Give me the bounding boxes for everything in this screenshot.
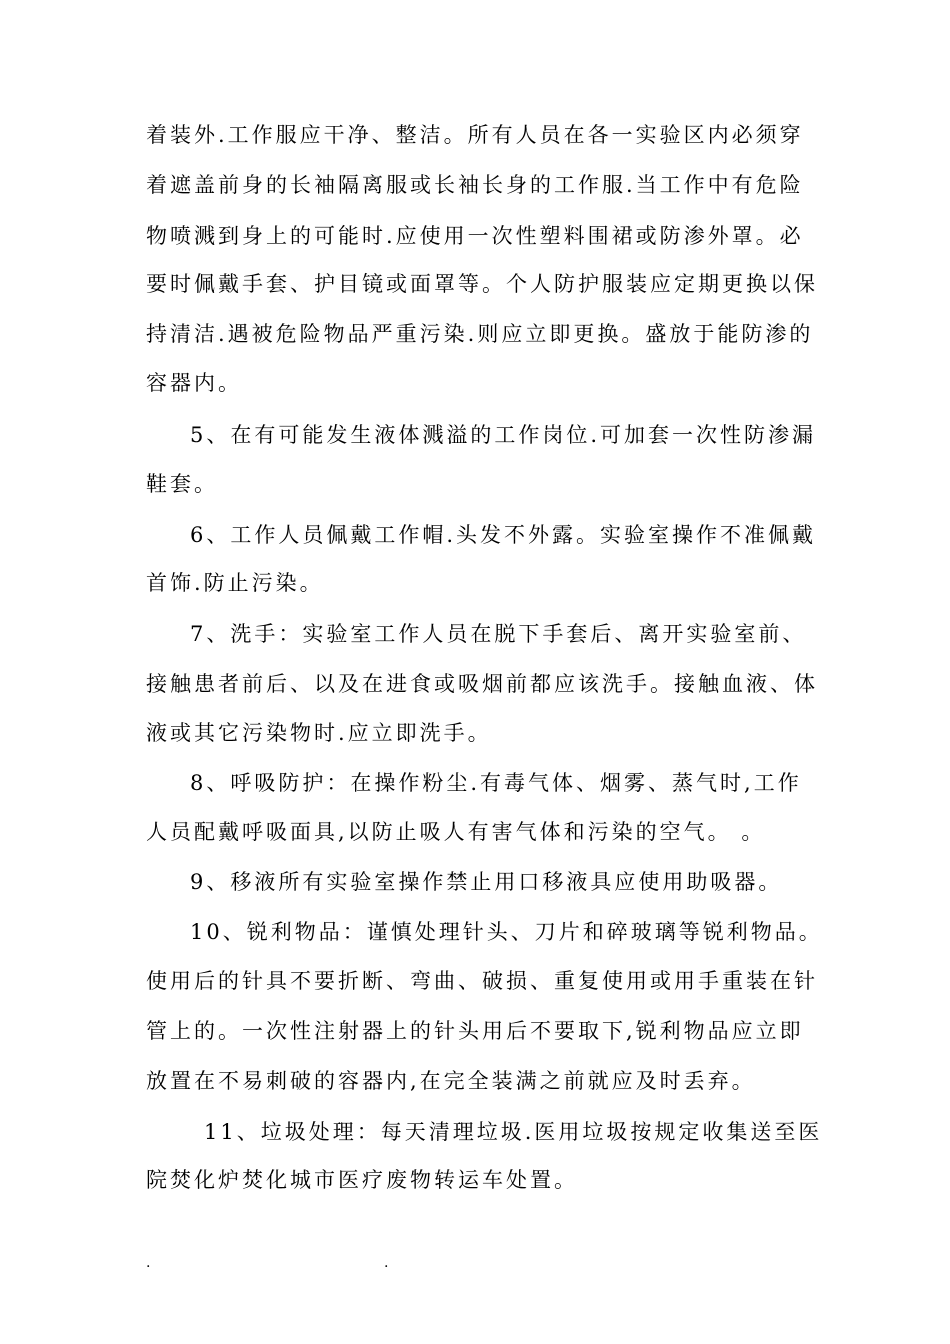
text-line: 首饰.防止污染。 <box>146 571 324 595</box>
paragraph-5-start: 5、在有可能发生液体溅溢的工作岗位.可加套一次性防渗漏 <box>190 423 817 447</box>
text-line: 鞋套。 <box>146 472 218 496</box>
paragraph-11-start: 11、垃圾处理：每天清理垃圾.医用垃圾按规定收集送至医 <box>204 1120 823 1144</box>
footer-mark: . <box>146 1255 151 1271</box>
text-line: 接触患者前后、以及在进食或吸烟前都应该洗手。接触血液、体 <box>146 672 818 696</box>
paragraph-8-start: 8、呼吸防护：在操作粉尘.有毒气体、烟雾、蒸气时,工作 <box>190 771 802 795</box>
text-line: 放置在不易刺破的容器内,在完全装满之前就应及时丢弃。 <box>146 1069 756 1093</box>
paragraph-6-start: 6、工作人员佩戴工作帽.头发不外露。实验室操作不准佩戴 <box>190 523 817 547</box>
paragraph-9-start: 9、移液所有实验室操作禁止用口移液具应使用助吸器。 <box>190 870 783 894</box>
text-line: 着装外.工作服应干净、整洁。所有人员在各一实验区内必须穿 <box>146 123 804 147</box>
text-line: 要时佩戴手套、护目镜或面罩等。个人防护服装应定期更换以保 <box>146 272 818 296</box>
text-line: 液或其它污染物时.应立即洗手。 <box>146 721 492 745</box>
text-line: 持清洁.遇被危险物品严重污染.则应立即更换。盛放于能防渗的 <box>146 322 814 346</box>
text-line: 管上的。一次性注射器上的针头用后不要取下,锐利物品应立即 <box>146 1019 804 1043</box>
paragraph-10-start: 10、锐利物品：谨慎处理针头、刀片和碎玻璃等锐利物品。 <box>190 920 823 944</box>
text-line: 物喷溅到身上的可能时.应使用一次性塑料围裙或防渗外罩。必 <box>146 224 804 248</box>
text-line: 使用后的针具不要折断、弯曲、破损、重复使用或用手重装在针 <box>146 969 818 993</box>
text-line: 人员配戴呼吸面具,以防止吸人有害气体和污染的空气。 。 <box>146 820 766 844</box>
paragraph-7-start: 7、洗手：实验室工作人员在脱下手套后、离开实验室前、 <box>190 622 807 646</box>
text-line: 容器内。 <box>146 371 242 395</box>
text-line: 院焚化炉焚化城市医疗废物转运车处置。 <box>146 1168 578 1192</box>
footer-mark: . <box>384 1255 389 1271</box>
text-line: 着遮盖前身的长袖隔离服或长袖长身的工作服.当工作中有危险 <box>146 173 804 197</box>
